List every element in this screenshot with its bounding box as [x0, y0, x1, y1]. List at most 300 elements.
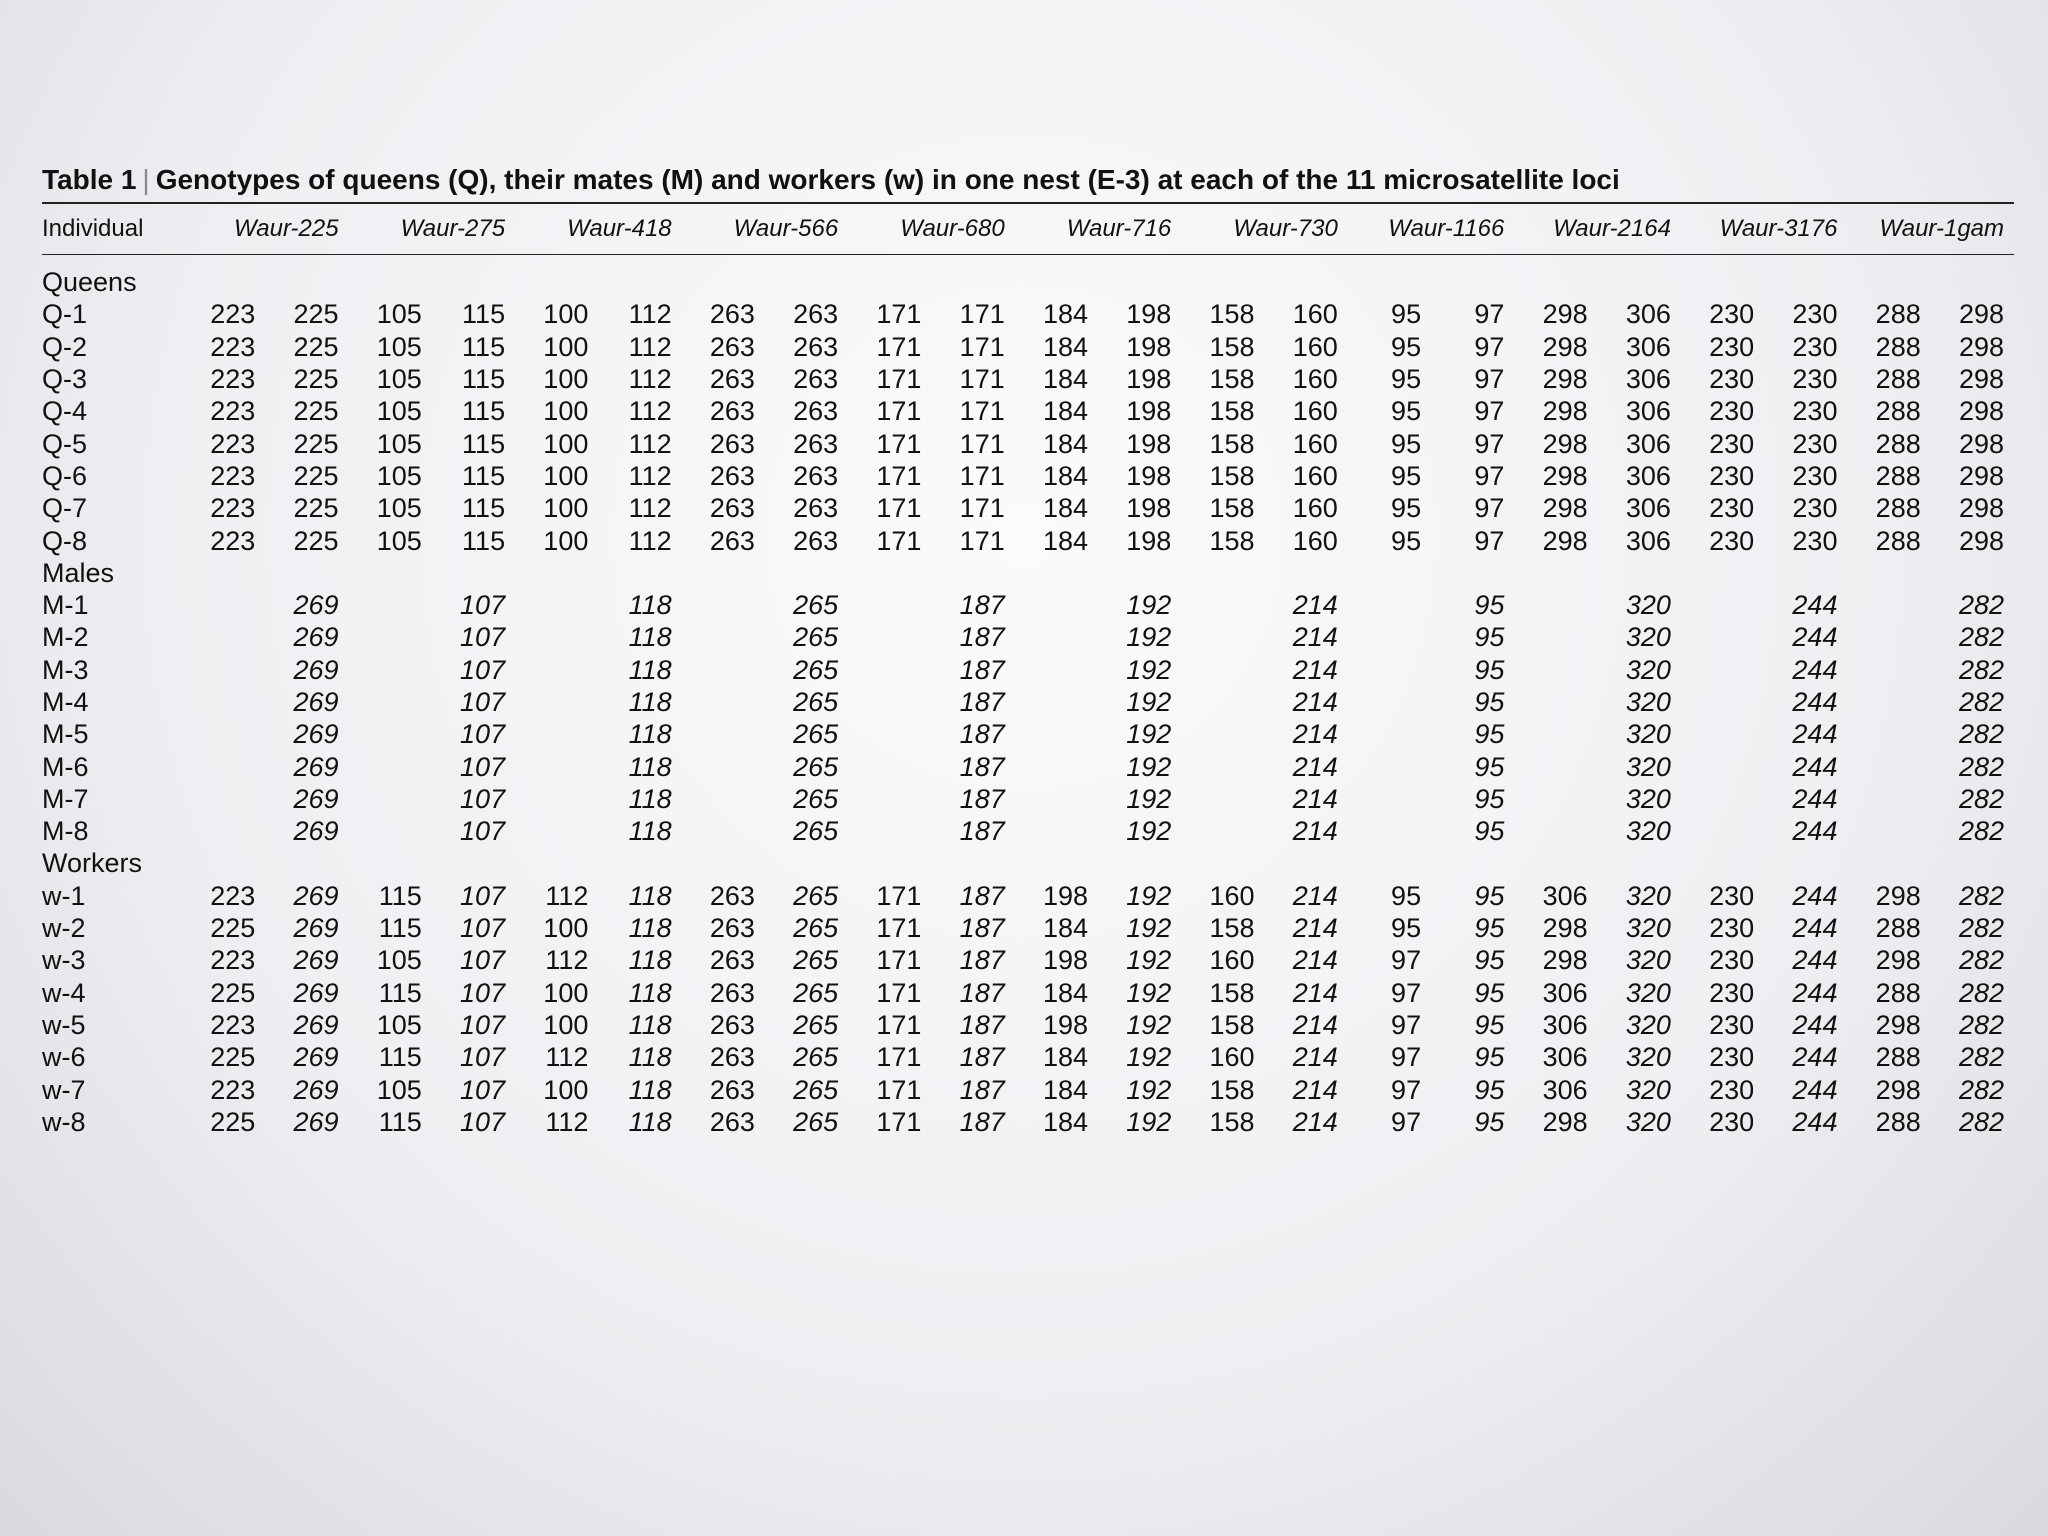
allele-value: 198	[1126, 331, 1172, 362]
allele-value: 230	[1792, 299, 1838, 330]
table-row	[42, 395, 2014, 427]
empty-cell	[349, 718, 432, 750]
individual-id: Q-6	[42, 460, 88, 491]
allele-value: 269	[293, 590, 339, 621]
allele-value: 184	[1042, 1042, 1088, 1073]
allele-value: 105	[376, 1074, 422, 1105]
allele-value: 265	[793, 880, 839, 911]
individual-id: w-1	[42, 880, 86, 911]
allele-value: 112	[545, 880, 589, 911]
allele-value: 244	[1792, 816, 1838, 847]
allele-value: 225	[293, 460, 339, 491]
empty-cell	[1681, 621, 1764, 653]
allele-value: 160	[1209, 945, 1255, 976]
empty-cell	[1847, 718, 1930, 750]
allele-value: 95	[1391, 299, 1422, 330]
allele-value: 95	[1474, 880, 1505, 911]
allele-value: 192	[1126, 1042, 1172, 1073]
allele-value: 160	[1292, 525, 1338, 556]
allele-value: 112	[545, 1106, 589, 1137]
empty-cell	[1681, 718, 1764, 750]
allele-value: 223	[210, 460, 256, 491]
allele-value: 265	[793, 913, 839, 944]
allele-value: 192	[1126, 880, 1172, 911]
allele-value: 187	[959, 1042, 1005, 1073]
allele-value: 118	[628, 816, 672, 847]
allele-value: 112	[545, 945, 589, 976]
allele-value: 115	[378, 913, 422, 944]
allele-value: 187	[959, 913, 1005, 944]
allele-value: 171	[959, 525, 1005, 556]
allele-value: 171	[876, 1106, 922, 1137]
individual-id: w-4	[42, 977, 86, 1008]
allele-value: 95	[1391, 428, 1422, 459]
allele-value: 158	[1209, 977, 1255, 1008]
allele-value: 158	[1209, 299, 1255, 330]
allele-value: 298	[1542, 364, 1588, 395]
allele-value: 263	[709, 396, 755, 427]
locus-header: Waur-418	[567, 215, 672, 242]
allele-value: 244	[1792, 1009, 1838, 1040]
individual-id: Q-5	[42, 428, 88, 459]
allele-value: 230	[1709, 525, 1755, 556]
allele-value: 269	[293, 977, 339, 1008]
empty-cell	[515, 718, 598, 750]
allele-value: 244	[1792, 622, 1838, 653]
allele-value: 100	[543, 1009, 589, 1040]
allele-value: 158	[1209, 493, 1255, 524]
allele-value: 95	[1474, 590, 1505, 621]
allele-value: 265	[793, 590, 839, 621]
empty-cell	[515, 815, 598, 847]
allele-value: 288	[1875, 525, 1921, 556]
allele-value: 192	[1126, 751, 1172, 782]
allele-value: 184	[1042, 364, 1088, 395]
allele-value: 214	[1292, 816, 1338, 847]
empty-cell	[515, 654, 598, 686]
table-row	[42, 298, 2014, 330]
empty-cell	[1348, 621, 1431, 653]
allele-value: 225	[293, 364, 339, 395]
group-row	[42, 847, 2014, 879]
allele-value: 171	[876, 460, 922, 491]
empty-cell	[1348, 686, 1431, 718]
allele-value: 171	[876, 331, 922, 362]
empty-cell	[1681, 750, 1764, 782]
empty-cell	[1514, 589, 1597, 621]
allele-value: 107	[460, 783, 506, 814]
allele-value: 320	[1625, 1009, 1671, 1040]
empty-cell	[1181, 621, 1264, 653]
allele-value: 95	[1391, 364, 1422, 395]
allele-value: 298	[1542, 396, 1588, 427]
allele-value: 306	[1542, 977, 1588, 1008]
allele-value: 263	[793, 396, 839, 427]
allele-value: 269	[293, 719, 339, 750]
allele-value: 263	[709, 1009, 755, 1040]
empty-cell	[1514, 686, 1597, 718]
allele-value: 198	[1126, 396, 1172, 427]
allele-value: 288	[1875, 396, 1921, 427]
allele-value: 158	[1209, 460, 1255, 491]
allele-value: 269	[293, 1009, 339, 1040]
allele-value: 97	[1391, 1106, 1422, 1137]
allele-value: 105	[376, 331, 422, 362]
allele-value: 112	[628, 331, 672, 362]
allele-value: 112	[628, 396, 672, 427]
allele-value: 171	[876, 396, 922, 427]
individual-id: M-3	[42, 654, 89, 685]
allele-value: 171	[959, 396, 1005, 427]
allele-value: 230	[1709, 364, 1755, 395]
individual-id: M-4	[42, 687, 89, 717]
empty-cell	[182, 654, 265, 686]
empty-cell	[848, 815, 931, 847]
allele-value: 288	[1875, 1042, 1921, 1073]
allele-value: 107	[460, 622, 506, 653]
allele-value: 187	[959, 751, 1005, 782]
allele-value: 198	[1126, 299, 1172, 330]
allele-value: 118	[628, 1009, 672, 1040]
allele-value: 95	[1391, 331, 1422, 362]
allele-value: 100	[543, 299, 589, 330]
allele-value: 184	[1042, 1106, 1088, 1137]
allele-value: 269	[293, 751, 339, 782]
allele-value: 263	[709, 493, 755, 524]
allele-value: 187	[959, 880, 1005, 911]
allele-value: 118	[628, 880, 672, 911]
allele-value: 198	[1042, 945, 1088, 976]
empty-cell	[182, 621, 265, 653]
allele-value: 306	[1625, 364, 1671, 395]
allele-value: 118	[628, 751, 672, 782]
allele-value: 171	[876, 299, 922, 330]
allele-value: 187	[959, 977, 1005, 1008]
allele-value: 214	[1292, 945, 1338, 976]
allele-value: 160	[1209, 880, 1255, 911]
allele-value: 244	[1792, 977, 1838, 1008]
allele-value: 223	[210, 880, 256, 911]
empty-cell	[515, 589, 598, 621]
allele-value: 265	[793, 1042, 839, 1073]
allele-value: 100	[543, 396, 589, 427]
allele-value: 105	[376, 525, 422, 556]
individual-id: w-5	[42, 1009, 86, 1040]
allele-value: 97	[1391, 945, 1422, 976]
empty-cell	[682, 654, 765, 686]
allele-value: 171	[959, 460, 1005, 491]
allele-value: 158	[1209, 1106, 1255, 1137]
table-label: Table 1	[42, 164, 137, 195]
allele-value: 223	[210, 396, 256, 427]
allele-value: 184	[1042, 460, 1088, 491]
allele-value: 192	[1126, 945, 1172, 976]
allele-value: 187	[959, 687, 1005, 717]
allele-value: 100	[543, 1074, 589, 1105]
group-row	[42, 266, 2014, 298]
allele-value: 107	[460, 719, 506, 750]
allele-value: 223	[210, 525, 256, 556]
allele-value: 192	[1126, 1009, 1172, 1040]
allele-value: 282	[1958, 913, 2004, 944]
allele-value: 214	[1292, 1009, 1338, 1040]
allele-value: 97	[1391, 1009, 1422, 1040]
allele-value: 230	[1709, 945, 1755, 976]
allele-value: 214	[1292, 1042, 1338, 1073]
allele-value: 118	[628, 654, 672, 685]
individual-id: M-7	[42, 783, 89, 814]
individual-id: Q-2	[42, 331, 88, 362]
allele-value: 298	[1958, 331, 2004, 362]
empty-cell	[349, 621, 432, 653]
allele-value: 225	[293, 299, 339, 330]
allele-value: 223	[210, 364, 256, 395]
allele-value: 230	[1792, 428, 1838, 459]
allele-value: 97	[1474, 428, 1505, 459]
allele-value: 97	[1391, 977, 1422, 1008]
allele-value: 198	[1042, 880, 1088, 911]
allele-value: 282	[1958, 590, 2004, 621]
allele-value: 171	[876, 977, 922, 1008]
allele-value: 288	[1875, 977, 1921, 1008]
allele-value: 298	[1542, 913, 1588, 944]
allele-value: 97	[1474, 493, 1505, 524]
allele-value: 244	[1792, 654, 1838, 685]
allele-value: 192	[1126, 687, 1172, 717]
allele-value: 118	[628, 945, 672, 976]
header-rule	[42, 254, 2014, 255]
allele-value: 225	[210, 913, 256, 944]
allele-value: 263	[709, 525, 755, 556]
allele-value: 265	[793, 622, 839, 653]
allele-value: 225	[293, 525, 339, 556]
allele-value: 95	[1474, 783, 1505, 814]
allele-value: 214	[1292, 1106, 1338, 1137]
allele-value: 282	[1958, 977, 2004, 1008]
allele-value: 107	[460, 1009, 506, 1040]
allele-value: 171	[959, 364, 1005, 395]
allele-value: 187	[959, 1106, 1005, 1137]
group-label: Males	[42, 557, 115, 588]
locus-header: Waur-3176	[1719, 215, 1838, 242]
allele-value: 118	[628, 1042, 672, 1073]
allele-value: 95	[1474, 816, 1505, 847]
empty-cell	[1015, 750, 1098, 782]
allele-value: 230	[1709, 396, 1755, 427]
allele-value: 320	[1625, 622, 1671, 653]
allele-value: 192	[1126, 913, 1172, 944]
locus-header: Waur-2164	[1553, 215, 1671, 242]
allele-value: 263	[709, 428, 755, 459]
allele-value: 298	[1958, 525, 2004, 556]
allele-value: 112	[628, 460, 672, 491]
individual-id: Q-1	[42, 299, 88, 330]
empty-cell	[515, 783, 598, 815]
empty-cell	[682, 686, 765, 718]
allele-value: 282	[1958, 1106, 2004, 1137]
table-row	[42, 977, 2014, 1009]
locus-header: Waur-680	[900, 215, 1005, 242]
allele-value: 192	[1126, 590, 1172, 621]
allele-value: 107	[460, 1074, 506, 1105]
allele-value: 158	[1209, 331, 1255, 362]
allele-value: 320	[1625, 654, 1671, 685]
empty-cell	[1847, 621, 1930, 653]
empty-cell	[349, 589, 432, 621]
allele-value: 298	[1542, 460, 1588, 491]
allele-value: 230	[1709, 880, 1755, 911]
individual-id: w-7	[42, 1074, 86, 1105]
allele-value: 171	[876, 428, 922, 459]
allele-value: 298	[1958, 396, 2004, 427]
allele-value: 265	[793, 945, 839, 976]
empty-cell	[1348, 718, 1431, 750]
allele-value: 230	[1709, 1042, 1755, 1073]
allele-value: 100	[543, 331, 589, 362]
allele-value: 282	[1958, 719, 2004, 750]
empty-cell	[182, 783, 265, 815]
allele-value: 184	[1042, 428, 1088, 459]
empty-cell	[1181, 783, 1264, 815]
empty-cell	[848, 589, 931, 621]
empty-cell	[1514, 783, 1597, 815]
allele-value: 298	[1875, 880, 1921, 911]
allele-value: 263	[793, 428, 839, 459]
allele-value: 187	[959, 816, 1005, 847]
allele-value: 320	[1625, 913, 1671, 944]
empty-cell	[182, 750, 265, 782]
allele-value: 107	[460, 880, 506, 911]
allele-value: 198	[1126, 364, 1172, 395]
empty-cell	[1015, 621, 1098, 653]
allele-value: 184	[1042, 396, 1088, 427]
allele-value: 118	[628, 1074, 672, 1105]
allele-value: 95	[1391, 880, 1422, 911]
allele-value: 306	[1625, 331, 1671, 362]
allele-value: 158	[1209, 1009, 1255, 1040]
allele-value: 100	[543, 913, 589, 944]
allele-value: 192	[1126, 719, 1172, 750]
locus-header: Waur-225	[234, 215, 339, 242]
empty-cell	[1681, 686, 1764, 718]
allele-value: 118	[628, 719, 672, 750]
allele-value: 95	[1474, 1074, 1505, 1105]
allele-value: 223	[210, 299, 256, 330]
allele-value: 214	[1292, 687, 1338, 717]
allele-value: 225	[210, 977, 256, 1008]
allele-value: 230	[1709, 1106, 1755, 1137]
locus-header: Waur-275	[400, 215, 506, 242]
empty-cell	[1181, 815, 1264, 847]
allele-value: 192	[1126, 783, 1172, 814]
allele-value: 160	[1209, 1042, 1255, 1073]
allele-value: 225	[293, 331, 339, 362]
empty-cell	[848, 621, 931, 653]
allele-value: 263	[709, 880, 755, 911]
empty-cell	[515, 621, 598, 653]
allele-value: 263	[793, 525, 839, 556]
allele-value: 263	[709, 913, 755, 944]
allele-value: 214	[1292, 880, 1338, 911]
allele-value: 160	[1292, 493, 1338, 524]
allele-value: 214	[1292, 622, 1338, 653]
allele-value: 282	[1958, 816, 2004, 847]
allele-value: 97	[1474, 525, 1505, 556]
allele-value: 118	[628, 783, 672, 814]
allele-value: 115	[378, 1042, 422, 1073]
allele-value: 107	[460, 687, 506, 717]
allele-value: 288	[1875, 1106, 1921, 1137]
allele-value: 160	[1292, 331, 1338, 362]
allele-value: 107	[460, 816, 506, 847]
individual-id: M-1	[42, 590, 89, 621]
empty-cell	[1181, 589, 1264, 621]
empty-cell	[349, 654, 432, 686]
allele-value: 306	[1542, 1074, 1588, 1105]
allele-value: 244	[1792, 751, 1838, 782]
allele-value: 306	[1542, 1009, 1588, 1040]
allele-value: 184	[1042, 493, 1088, 524]
allele-value: 214	[1292, 1074, 1338, 1105]
allele-value: 107	[460, 1106, 506, 1137]
allele-value: 263	[709, 364, 755, 395]
allele-value: 160	[1292, 428, 1338, 459]
allele-value: 244	[1792, 719, 1838, 750]
allele-value: 298	[1958, 299, 2004, 330]
allele-value: 298	[1958, 364, 2004, 395]
allele-value: 269	[293, 783, 339, 814]
individual-id: Q-3	[42, 364, 88, 395]
empty-cell	[182, 815, 265, 847]
allele-value: 97	[1474, 396, 1505, 427]
allele-value: 244	[1792, 783, 1838, 814]
allele-value: 269	[293, 816, 339, 847]
empty-cell	[1514, 654, 1597, 686]
locus-header: Waur-1166	[1388, 215, 1505, 242]
allele-value: 230	[1709, 977, 1755, 1008]
table-row	[42, 654, 2014, 686]
allele-value: 225	[210, 1042, 256, 1073]
allele-value: 320	[1625, 783, 1671, 814]
table-row	[42, 944, 2014, 976]
allele-value: 282	[1958, 880, 2004, 911]
allele-value: 115	[378, 880, 422, 911]
empty-cell	[515, 750, 598, 782]
allele-value: 105	[376, 396, 422, 427]
allele-value: 158	[1209, 1074, 1255, 1105]
empty-cell	[1847, 654, 1930, 686]
table-row	[42, 427, 2014, 459]
empty-cell	[1015, 718, 1098, 750]
empty-cell	[1514, 815, 1597, 847]
allele-value: 158	[1209, 364, 1255, 395]
empty-cell	[1348, 783, 1431, 815]
empty-cell	[1681, 815, 1764, 847]
empty-cell	[1681, 654, 1764, 686]
allele-value: 115	[462, 493, 506, 524]
empty-cell	[682, 589, 765, 621]
individual-id: M-8	[42, 816, 89, 847]
allele-value: 105	[376, 299, 422, 330]
locus-header: Waur-716	[1066, 215, 1172, 242]
allele-value: 225	[293, 493, 339, 524]
allele-value: 244	[1792, 880, 1838, 911]
individual-id: Q-7	[42, 493, 88, 524]
allele-value: 112	[628, 428, 672, 459]
table-row	[42, 363, 2014, 395]
allele-value: 282	[1958, 1009, 2004, 1040]
empty-cell	[1514, 621, 1597, 653]
